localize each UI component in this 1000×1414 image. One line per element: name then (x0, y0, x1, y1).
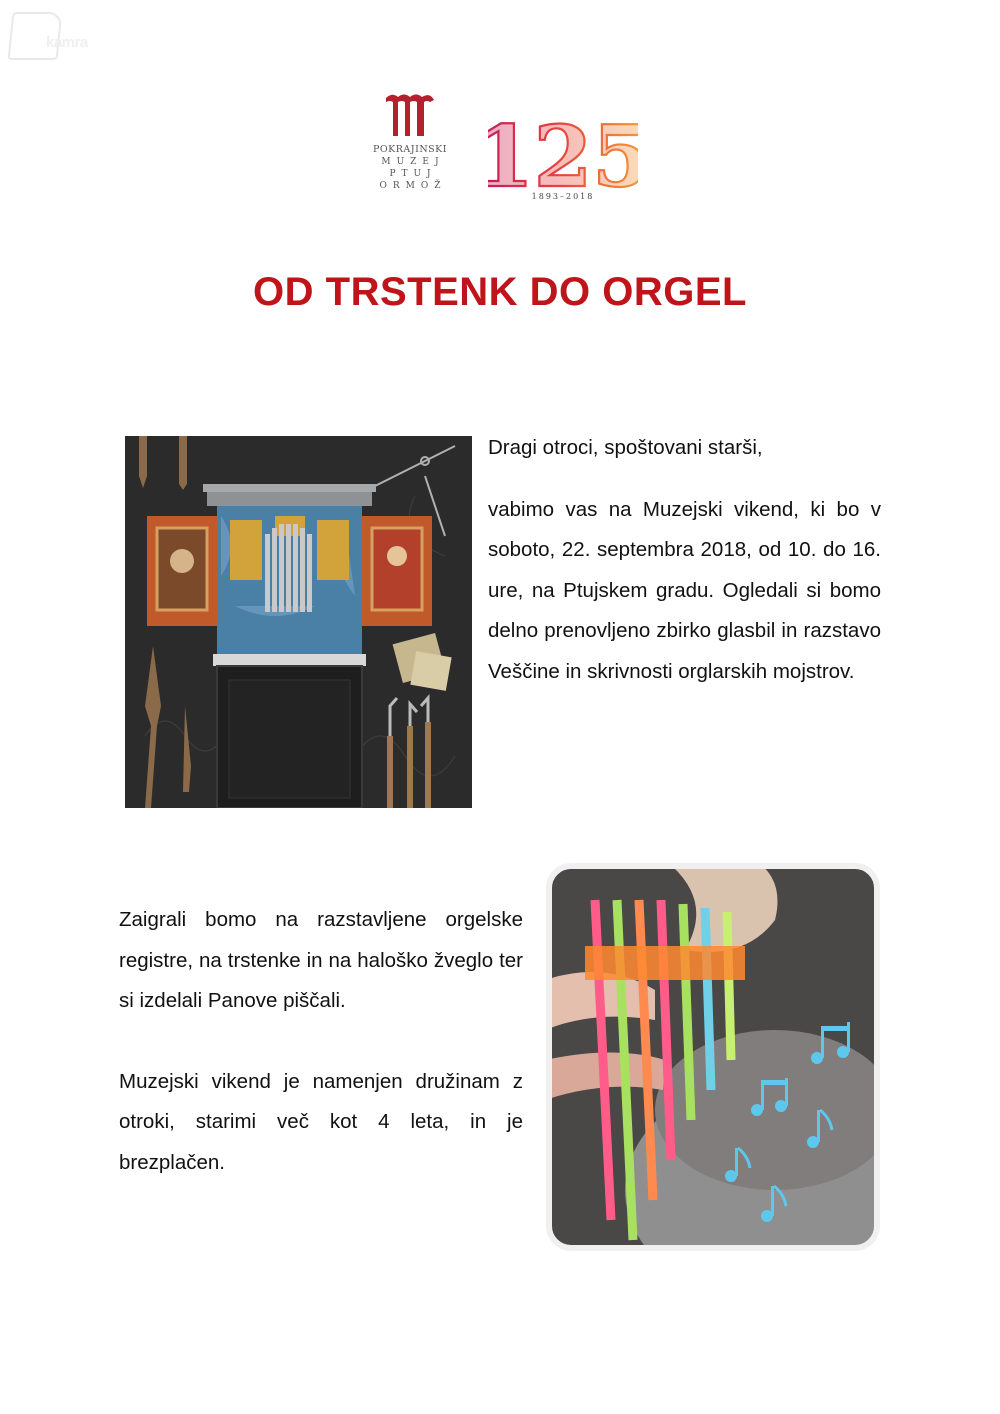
museum-logo (368, 92, 452, 212)
museum-name-line: MUZEJ (381, 157, 445, 167)
page-title: OD TRSTENK DO ORGEL (253, 270, 747, 314)
museum-name-line: ORMOŽ (379, 181, 447, 191)
anniversary-number: 125 (488, 108, 638, 192)
activities-paragraph: Zaigrali bomo na razstavljene orgelske registre, na trstenke in na haloško žveglo ter si izdelali Panove piščali. (119, 908, 523, 1012)
organ-with-tools-photo (125, 436, 472, 808)
watermark-text: kamra (46, 34, 88, 51)
watermark-logo (10, 12, 120, 60)
intro-text-block (488, 428, 881, 692)
intro-paragraph: vabimo vas na Muzejski vikend, ki bo v soboto, 22. septembra 2018, od 10. do 16. ure, na Ptujskem gradu. Ogledali si bomo delno prenovljeno zbirko glasbil in razstavo Veščine in skrivnosti orglarskih mojstrov. (488, 497, 881, 683)
museum-m-column-icon (384, 92, 436, 138)
museum-name (368, 144, 452, 192)
pan-flute-straws-photo (545, 860, 881, 1254)
museum-name-line: POKRAJINSKI (372, 144, 448, 155)
audience-paragraph: Muzejski vikend je namenjen družinam z otroki, starimi več kot 4 leta, in je brezplačen. (119, 1069, 523, 1174)
activities-text-block (119, 900, 523, 1183)
anniversary-years: 1893–2018 (531, 192, 595, 201)
anniversary-number-fill: 125 (488, 108, 638, 192)
anniversary-logo (488, 108, 638, 208)
museum-name-line: PTUJ (389, 169, 437, 179)
anniversary-number-graphic (488, 108, 638, 192)
greeting: Dragi otroci, spoštovani starši, (488, 436, 763, 459)
